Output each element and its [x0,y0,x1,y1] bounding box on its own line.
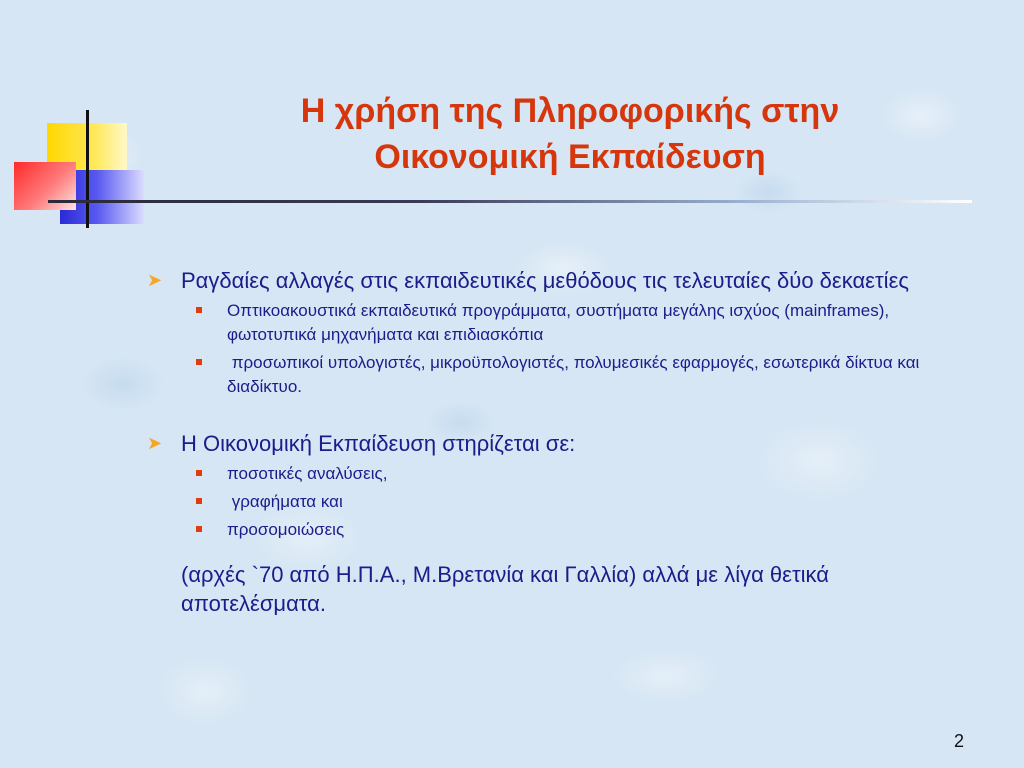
bullet-text: Η Οικονομική Εκπαίδευση στηρίζεται σε: [181,431,576,456]
color-squares-logo-icon [0,0,160,240]
note-text: (αρχές `70 από Η.Π.Α., Μ.Βρετανία και Γαλλία) αλλά με λίγα θετικά αποτελέσματα. [181,562,829,616]
chevron-arrow-bullet-icon: ➤ [147,270,163,290]
page-number: 2 [953,731,964,751]
title-underline [48,200,972,203]
square-bullet-icon [196,307,202,313]
sub-bullet-item [145,518,965,542]
title-line-1: Η χρήση της Πληροφορικής στην [300,92,840,130]
title-line-2: Οικονομική Εκπαίδευση [374,138,766,176]
sub-bullet-item [145,351,965,399]
vertical-line [86,110,89,228]
square-bullet-icon [196,498,202,504]
slide-title [160,88,980,180]
sub-bullet-text: Οπτικοακουστικά εκπαιδευτικά προγράμματα, συστήματα μεγάλης ισχύος (mainframes), φωτοτυπικά μηχανήματα και επιδιασκόπια [227,301,890,344]
bullet-item [145,429,965,458]
sub-bullet-text: προσωπικοί υπολογιστές, μικροϋπολογιστές, πολυμεσικές εφαρμογές, εσωτερικά δίκτυα και διαδίκτυο. [227,353,925,396]
sub-bullet-item [145,490,965,514]
sub-bullet-text: ποσοτικές αναλύσεις, [227,464,388,483]
square-bullet-icon [196,526,202,532]
sub-bullet-item [145,299,965,347]
sub-bullet-text: γραφήματα και [227,492,343,511]
bullet-text: Ραγδαίες αλλαγές στις εκπαιδευτικές μεθόδους τις τελευταίες δύο δεκαετίες [181,268,909,293]
square-bullet-icon [196,470,202,476]
sub-bullet-text: προσομοιώσεις [227,520,345,539]
square-bullet-icon [196,359,202,365]
sub-bullet-item [145,462,965,486]
slide-content [145,266,965,618]
chevron-arrow-bullet-icon: ➤ [147,433,163,453]
bullet-item [145,266,965,295]
